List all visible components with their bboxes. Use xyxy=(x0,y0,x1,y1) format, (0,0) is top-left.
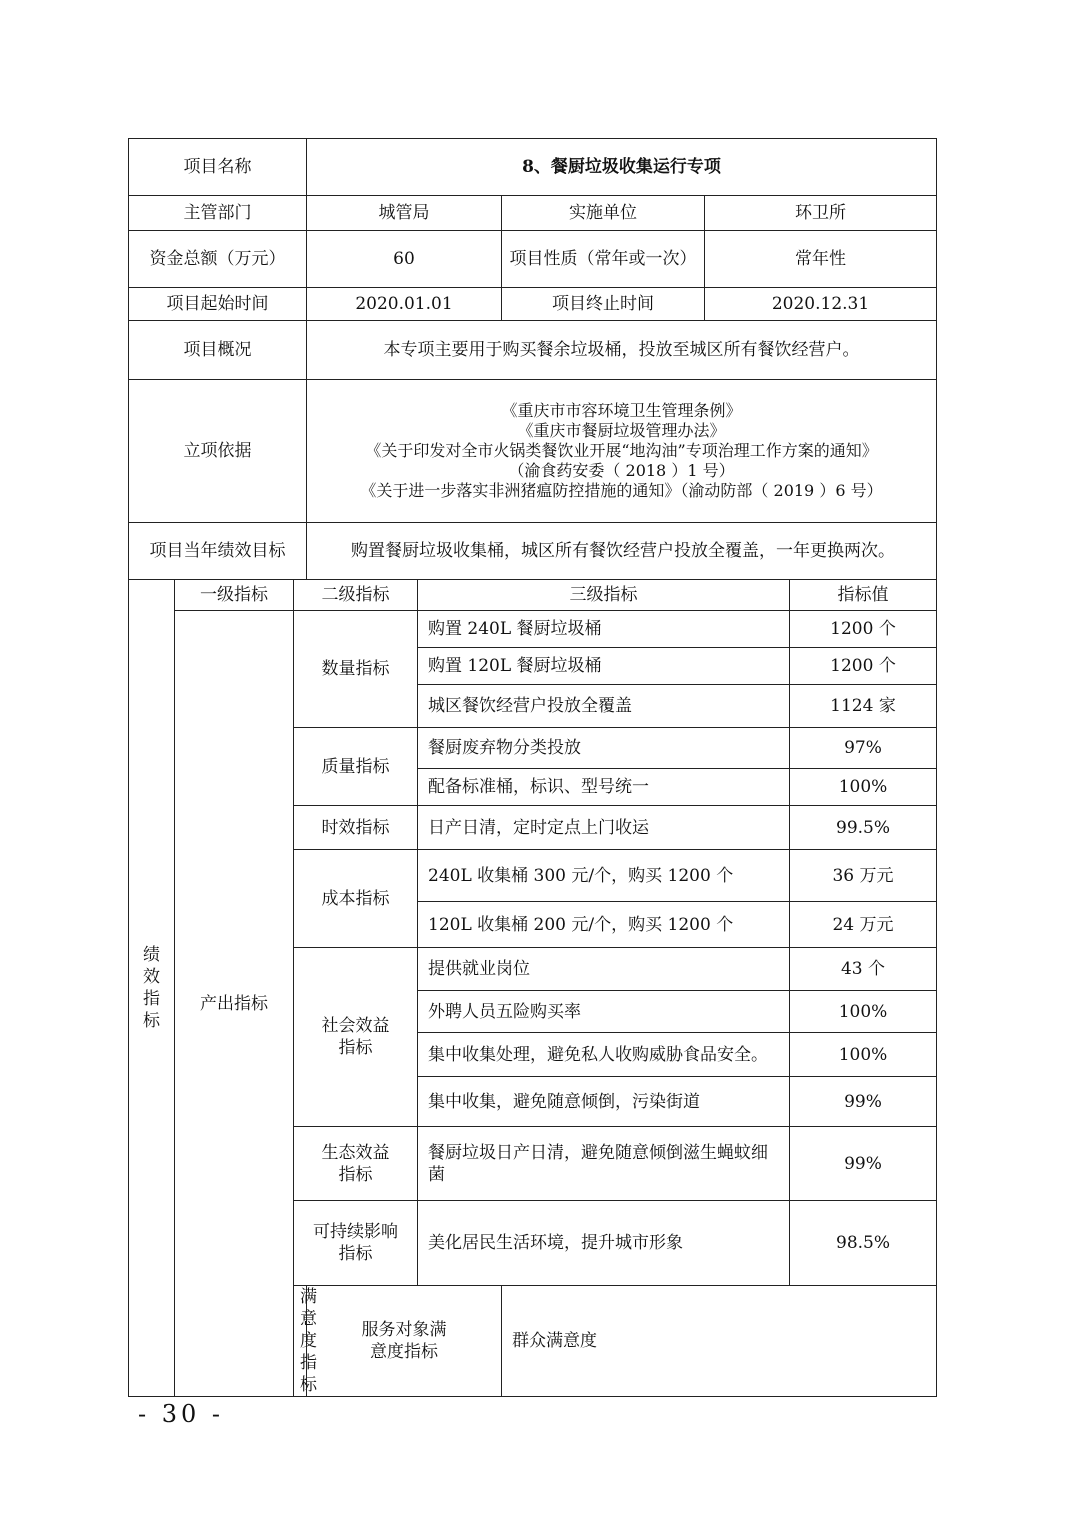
social-benefit-indicator-label: 社会效益指标 xyxy=(294,948,418,1127)
basis-list xyxy=(307,380,937,523)
section-label-performance-indicators: 绩效指标 xyxy=(129,580,175,1397)
table-row xyxy=(129,611,937,648)
row-fund xyxy=(129,231,937,288)
nature-value: 常年性 xyxy=(705,231,937,288)
basis-line: （渝食药安委（ 2018 ）1 号） xyxy=(508,461,735,480)
ecological-benefit-indicator-label: 生态效益指标 xyxy=(294,1127,418,1201)
row-overview xyxy=(129,321,937,380)
basis-line: 《重庆市市容环境卫生管理条例》 xyxy=(501,401,742,420)
implementer-label: 实施单位 xyxy=(502,196,705,231)
indicator-name: 日产日清，定时定点上门收运 xyxy=(418,806,790,850)
row-project-name xyxy=(129,139,937,196)
column-header-level1: 一级指标 xyxy=(175,580,294,611)
column-header-level2: 二级指标 xyxy=(294,580,418,611)
basis-label: 立项依据 xyxy=(129,380,307,523)
indicator-value: 99% xyxy=(790,1127,937,1201)
quantity-indicator-label: 数量指标 xyxy=(294,611,418,728)
indicator-value: 24 万元 xyxy=(790,902,937,948)
end-time-value: 2020.12.31 xyxy=(705,288,937,321)
goal-value: 购置餐厨垃圾收集桶，城区所有餐饮经营户投放全覆盖，一年更换两次。 xyxy=(307,523,937,580)
indicator-name: 美化居民生活环境，提升城市形象 xyxy=(418,1201,790,1286)
row-basis xyxy=(129,380,937,523)
indicator-name: 购置 240L 餐厨垃圾桶 xyxy=(418,611,790,648)
column-header-value: 指标值 xyxy=(790,580,937,611)
start-time-label: 项目起始时间 xyxy=(129,288,307,321)
output-indicator-label: 产出指标 xyxy=(175,611,294,1397)
sustainable-impact-indicator-label: 可持续影响指标 xyxy=(294,1201,418,1286)
indicator-value: 1200 个 xyxy=(790,648,937,685)
indicator-name: 餐厨垃圾日产日清，避免随意倾倒滋生蝇蚊细菌 xyxy=(418,1127,790,1201)
row-period xyxy=(129,288,937,321)
page-number: - 30 - xyxy=(138,1400,225,1428)
indicator-value: 100% xyxy=(790,1033,937,1077)
implementer-value: 环卫所 xyxy=(705,196,937,231)
project-name-value: 8、餐厨垃圾收集运行专项 xyxy=(307,139,937,196)
indicator-name: 城区餐饮经营户投放全覆盖 xyxy=(418,685,790,728)
indicator-value: 99.5% xyxy=(790,806,937,850)
timeliness-indicator-label: 时效指标 xyxy=(294,806,418,850)
indicator-name: 配备标准桶，标识、型号统一 xyxy=(418,769,790,806)
basis-line: 《关于进一步落实非洲猪瘟防控措施的通知》（渝动防部（ 2019 ）6 号） xyxy=(360,481,883,500)
indicator-name: 购置 120L 餐厨垃圾桶 xyxy=(418,648,790,685)
department-value: 城管局 xyxy=(307,196,502,231)
indicator-value: 99% xyxy=(790,1077,937,1127)
indicator-name: 餐厨废弃物分类投放 xyxy=(418,728,790,769)
basis-line: 《重庆市餐厨垃圾管理办法》 xyxy=(517,421,726,440)
basis-line: 《关于印发对全市火锅类餐饮业开展“地沟油”专项治理工作方案的通知》 xyxy=(365,441,878,460)
quality-indicator-label: 质量指标 xyxy=(294,728,418,806)
indicator-value: 100% xyxy=(790,769,937,806)
department-label: 主管部门 xyxy=(129,196,307,231)
column-header-level3: 三级指标 xyxy=(418,580,790,611)
performance-table-sheet xyxy=(128,138,936,1397)
fund-label: 资金总额（万元） xyxy=(129,231,307,288)
overview-value: 本专项主要用于购买餐余垃圾桶，投放至城区所有餐饮经营户。 xyxy=(307,321,937,380)
performance-table xyxy=(128,138,937,1397)
cost-indicator-label: 成本指标 xyxy=(294,850,418,948)
fund-value: 60 xyxy=(307,231,502,288)
indicator-name: 外聘人员五险购买率 xyxy=(418,991,790,1033)
indicator-name: 240L 收集桶 300 元/个，购买 1200 个 xyxy=(418,850,790,902)
row-department xyxy=(129,196,937,231)
overview-label: 项目概况 xyxy=(129,321,307,380)
end-time-label: 项目终止时间 xyxy=(502,288,705,321)
indicator-value: 100% xyxy=(790,991,937,1033)
indicator-value: 36 万元 xyxy=(790,850,937,902)
indicator-value: 1124 家 xyxy=(790,685,937,728)
indicator-value: 97% xyxy=(790,728,937,769)
indicator-name: 提供就业岗位 xyxy=(418,948,790,991)
indicator-name: 集中收集，避免随意倾倒，污染街道 xyxy=(418,1077,790,1127)
indicator-value: 43 个 xyxy=(790,948,937,991)
indicator-name: 集中收集处理，避免私人收购威胁食品安全。 xyxy=(418,1033,790,1077)
row-indicator-header xyxy=(129,580,937,611)
nature-label: 项目性质（常年或一次） xyxy=(502,231,705,288)
goal-label: 项目当年绩效目标 xyxy=(129,523,307,580)
indicator-name: 群众满意度 xyxy=(502,1286,937,1397)
row-goal xyxy=(129,523,937,580)
indicator-value: 98.5% xyxy=(790,1201,937,1286)
service-satisfaction-indicator-label: 服务对象满意度指标 xyxy=(307,1286,502,1397)
start-time-value: 2020.01.01 xyxy=(307,288,502,321)
indicator-value: 1200 个 xyxy=(790,611,937,648)
project-name-label: 项目名称 xyxy=(129,139,307,196)
satisfaction-indicator-label: 满意度指标 xyxy=(294,1286,307,1397)
indicator-name: 120L 收集桶 200 元/个，购买 1200 个 xyxy=(418,902,790,948)
